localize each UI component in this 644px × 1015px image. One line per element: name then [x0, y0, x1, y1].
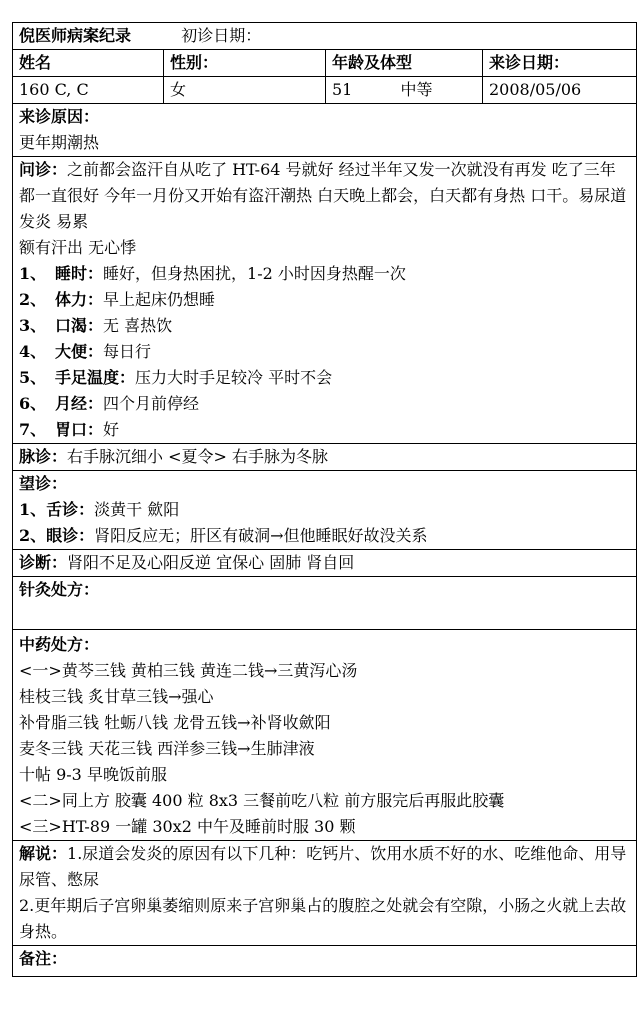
herbal-line: 桂枝三钱 炙甘草三钱→强心 [19, 687, 214, 706]
explanation-row [13, 841, 637, 946]
pulse-value: 右手脉沉细小 <夏令> 右手脉为冬脉 [67, 447, 329, 466]
diagnosis-row [13, 550, 637, 577]
diagnosis-label: 诊断： [19, 553, 68, 572]
pulse-label: 脉诊： [19, 447, 68, 466]
herbal-label: 中药处方： [19, 635, 100, 654]
inquiry-item: 1、 睡时：睡好，但身热困扰，1-2 小时因身热醒一次 [19, 264, 406, 283]
inquiry-item: 3、 口渴：无 喜热饮 [19, 316, 173, 335]
name-value: 160 C, C [13, 77, 164, 104]
acupuncture-label: 针灸处方： [19, 580, 100, 599]
tongue-diagnosis: 1、舌诊：淡黄干 歛阳 [19, 500, 180, 519]
herbal-line: 十帖 9-3 早晚饭前服 [19, 765, 167, 784]
date-label: 来诊日期： [483, 50, 637, 77]
gender-value: 女 [164, 77, 326, 104]
herbal-line: 麦冬三钱 天花三钱 西洋参三钱→生肺津液 [19, 739, 315, 758]
info-label-row [13, 50, 637, 77]
herbal-line: <二>同上方 胶囊 400 粒 8x3 三餐前吃八粒 前方服完后再服此胶囊 [19, 791, 505, 810]
remarks-label: 备注： [19, 949, 68, 968]
inquiry-text2: 额有汗出 无心悸 [19, 238, 137, 257]
name-label: 姓名 [13, 50, 164, 77]
age-value: 51 [332, 80, 353, 99]
date-value: 2008/05/06 [483, 77, 637, 104]
record-title: 倪医师病案纪录 [19, 26, 132, 45]
explanation-p2: 2.更年期后子宫卵巢萎缩则原来子宫卵巢占的腹腔之处就会有空隙，小肠之火就上去故身热。 [19, 896, 627, 941]
info-value-row [13, 77, 637, 104]
herbal-row [13, 630, 637, 841]
remarks-row [13, 946, 637, 977]
herbal-line: <一>黄芩三钱 黄柏三钱 黄连二钱→三黄泻心汤 [19, 661, 358, 680]
observation-label: 望诊： [19, 474, 68, 493]
inquiry-text: 之前都会盗汗自从吃了 HT-64 号就好 经过半年又发一次就没有再发 吃了三年 都一直很好 今年一月份又开始有盗汗潮热 白天晚上都会，白天都有身热 口干。易尿道发炎 易累 [19, 160, 627, 231]
inquiry-item: 4、 大便：每日行 [19, 342, 152, 361]
diagnosis-value: 肾阳不足及心阳反逆 宜保心 固肺 肾自回 [67, 553, 355, 572]
eye-diagnosis: 2、眼诊：肾阳反应无；肝区有破洞→但他睡眠好故没关系 [19, 526, 428, 545]
inquiry-item: 2、 体力：早上起床仍想睡 [19, 290, 216, 309]
age-label: 年龄及体型 [326, 50, 483, 77]
inquiry-row [13, 157, 637, 444]
inquiry-item: 7、 胃口：好 [19, 420, 120, 439]
acupuncture-row [13, 577, 637, 630]
reason-label: 来诊原因： [19, 107, 100, 126]
record-table [12, 22, 637, 977]
explanation-label: 解说： [19, 844, 68, 863]
reason-row [13, 104, 637, 157]
medical-record [12, 22, 636, 977]
inquiry-item: 5、 手足温度：压力大时手足较冷 平时不会 [19, 368, 333, 387]
header-row [13, 23, 637, 50]
herbal-line: <三>HT-89 一罐 30x2 中午及睡前时服 30 颗 [19, 817, 356, 836]
herbal-line: 补骨脂三钱 牡蛎八钱 龙骨五钱→补肾收歛阳 [19, 713, 331, 732]
inquiry-item: 6、 月经：四个月前停经 [19, 394, 200, 413]
pulse-row [13, 444, 637, 471]
body-type-value: 中等 [400, 80, 433, 99]
reason-value: 更年期潮热 [19, 133, 100, 152]
explanation-p1: 1.尿道会发炎的原因有以下几种：吃钙片、饮用水质不好的水、吃维他命、用导尿管、憋尿 [19, 844, 627, 889]
observation-row [13, 471, 637, 550]
first-visit-label: 初诊日期： [181, 26, 262, 45]
gender-label: 性别： [164, 50, 326, 77]
inquiry-label: 问诊： [19, 160, 68, 179]
